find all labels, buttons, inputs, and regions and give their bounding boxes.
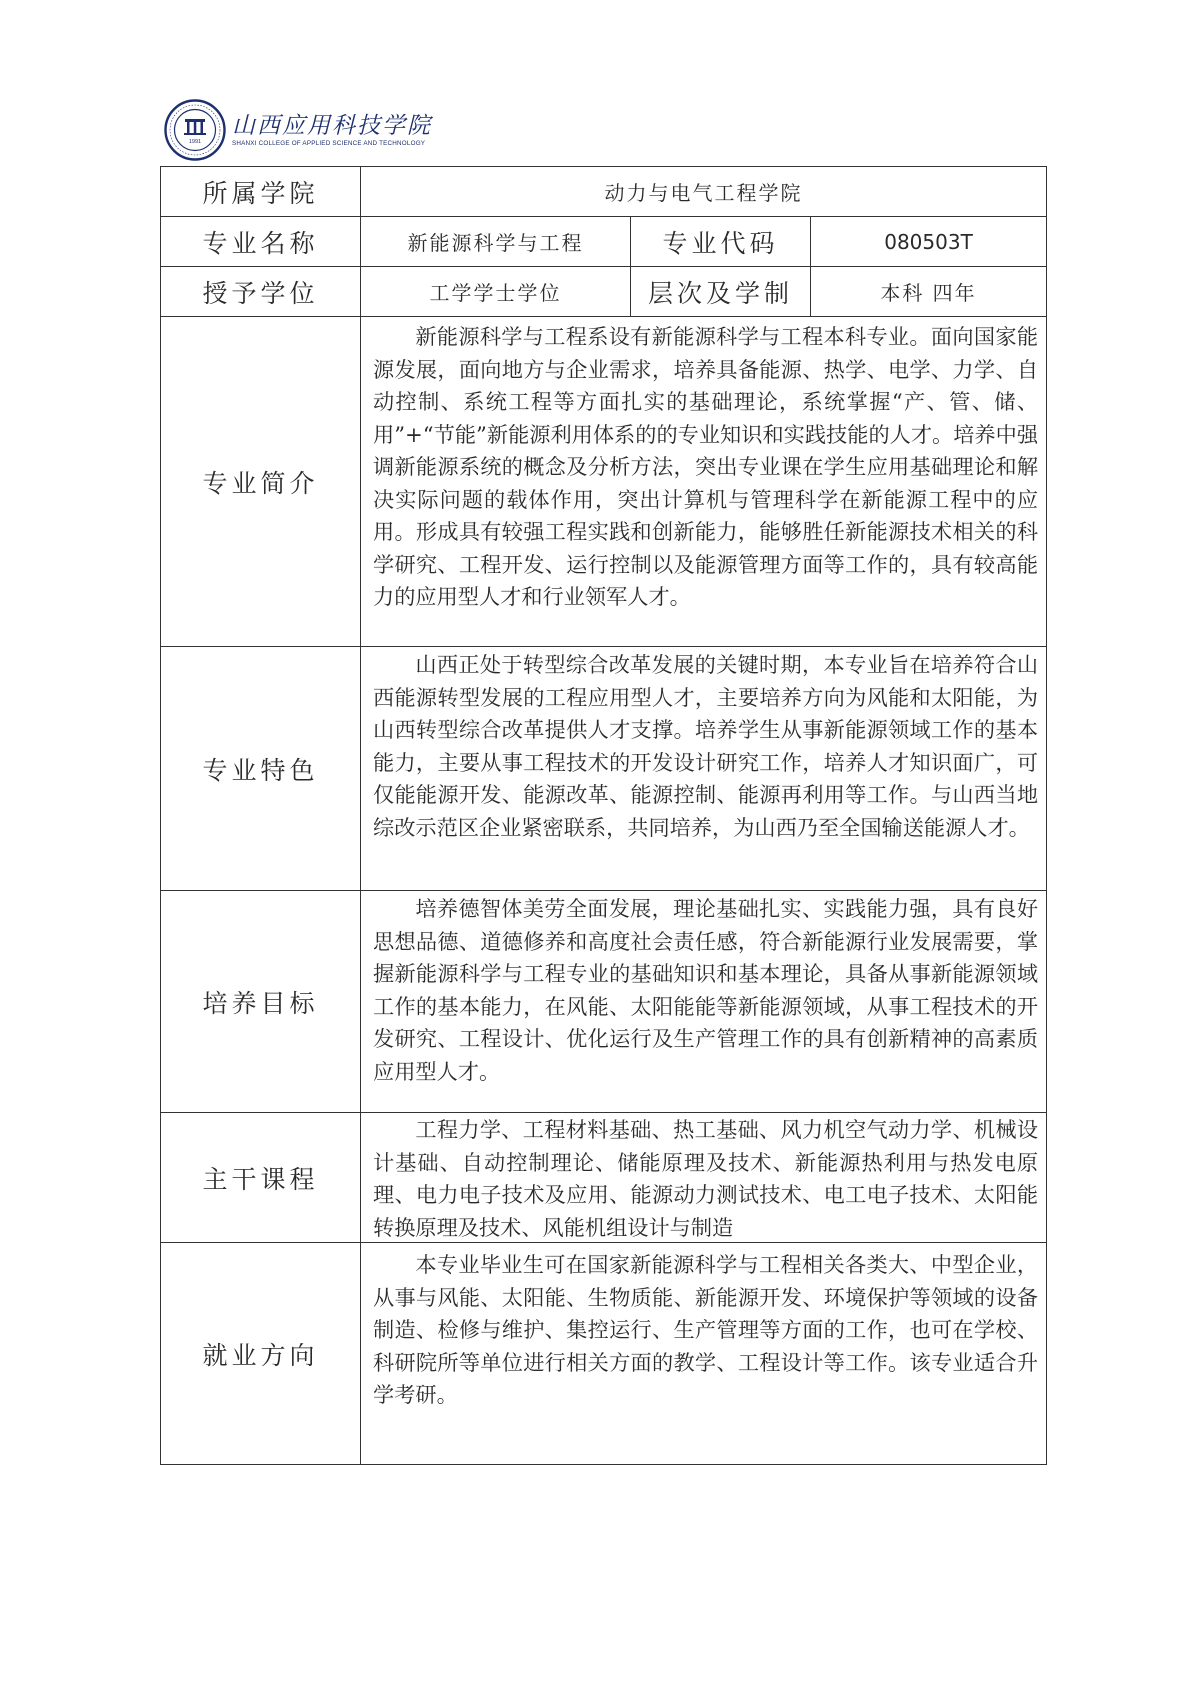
level-label: 层次及学制	[631, 267, 811, 317]
row-careers	[161, 1243, 1047, 1465]
seal-year: 1991	[188, 139, 202, 145]
goals-label: 培养目标	[161, 891, 361, 1113]
school-name-en: SHANXI COLLEGE OF APPLIED SCIENCE AND TECHNOLOGY	[232, 140, 426, 147]
college-label: 所属学院	[161, 167, 361, 217]
major-name-label: 专业名称	[161, 217, 361, 267]
careers-label: 就业方向	[161, 1243, 361, 1465]
courses-text: 工程力学、工程材料基础、热工基础、风力机空气动力学、机械设计基础、自动控制理论、储能原理及技术、新能源热利用与热发电原理、电力电子技术及应用、能源动力测试技术、电工电子技术、太阳能转换原理及技术、风能机组设计与制造	[373, 1117, 1039, 1240]
intro-text: 新能源科学与工程系设有新能源科学与工程本科专业。面向国家能源发展，面向地方与企业需求，培养具备能源、热学、电学、力学、自动控制、系统工程等方面扎实的基础理论，系统掌握“产、管、储、用”+“节能”新能源利用体系的的专业知识和实践技能的人才。培养中强调新能源系统的概念及分析方法，突出专业课在学生应用基础理论和解决实际问题的载体作用，突出计算机与管理科学在新能源工程中的应用。形成具有较强工程实践和创新能力，能够胜任新能源技术相关的科学研究、工程开发、运行控制以及能源管理方面等工作的，具有较高能力的应用型人才和行业领军人才。	[373, 324, 1039, 609]
school-seal-logo	[164, 99, 226, 161]
row-college	[161, 167, 1047, 217]
courses-label: 主干课程	[161, 1113, 361, 1243]
row-major	[161, 217, 1047, 267]
row-features	[161, 647, 1047, 891]
major-code-value: 080503T	[811, 217, 1047, 267]
features-label: 专业特色	[161, 647, 361, 891]
degree-label: 授予学位	[161, 267, 361, 317]
school-header	[164, 100, 432, 160]
row-degree	[161, 267, 1047, 317]
row-courses	[161, 1113, 1047, 1243]
college-value: 动力与电气工程学院	[361, 167, 1047, 217]
row-goals	[161, 891, 1047, 1113]
school-name-cn: 山西应用科技学院	[232, 113, 432, 139]
major-code-label: 专业代码	[631, 217, 811, 267]
major-name-value: 新能源科学与工程	[361, 217, 631, 267]
features-text: 山西正处于转型综合改革发展的关键时期，本专业旨在培养符合山西能源转型发展的工程应用型人才，主要培养方向为风能和太阳能，为山西转型综合改革提供人才支撑。培养学生从事新能源领域工作的基本能力，主要从事工程技术的开发设计研究工作，培养人才知识面广，可仅能能源开发、能源改革、能源控制、能源再利用等工作。与山西当地综改示范区企业紧密联系，共同培养，为山西乃至全国输送能源人才。	[373, 652, 1039, 840]
degree-value: 工学学士学位	[361, 267, 631, 317]
careers-text: 本专业毕业生可在国家新能源科学与工程相关各类大、中型企业，从事与风能、太阳能、生物质能、新能源开发、环境保护等领域的设备制造、检修与维护、集控运行、生产管理等方面的工作，也可在学校、科研院所等单位进行相关方面的教学、工程设计等工作。该专业适合升学考研。	[373, 1252, 1039, 1407]
goals-text: 培养德智体美劳全面发展，理论基础扎实、实践能力强，具有良好思想品德、道德修养和高度社会责任感，符合新能源行业发展需要，掌握新能源科学与工程专业的基础知识和基本理论，具备从事新能源领域工作的基本能力，在风能、太阳能能等新能源领域，从事工程技术的开发研究、工程设计、优化运行及生产管理工作的具有创新精神的高素质应用型人才。	[373, 896, 1039, 1084]
row-intro	[161, 317, 1047, 647]
level-value: 本科 四年	[811, 267, 1047, 317]
intro-label: 专业简介	[161, 317, 361, 647]
major-info-table	[160, 166, 1047, 1465]
